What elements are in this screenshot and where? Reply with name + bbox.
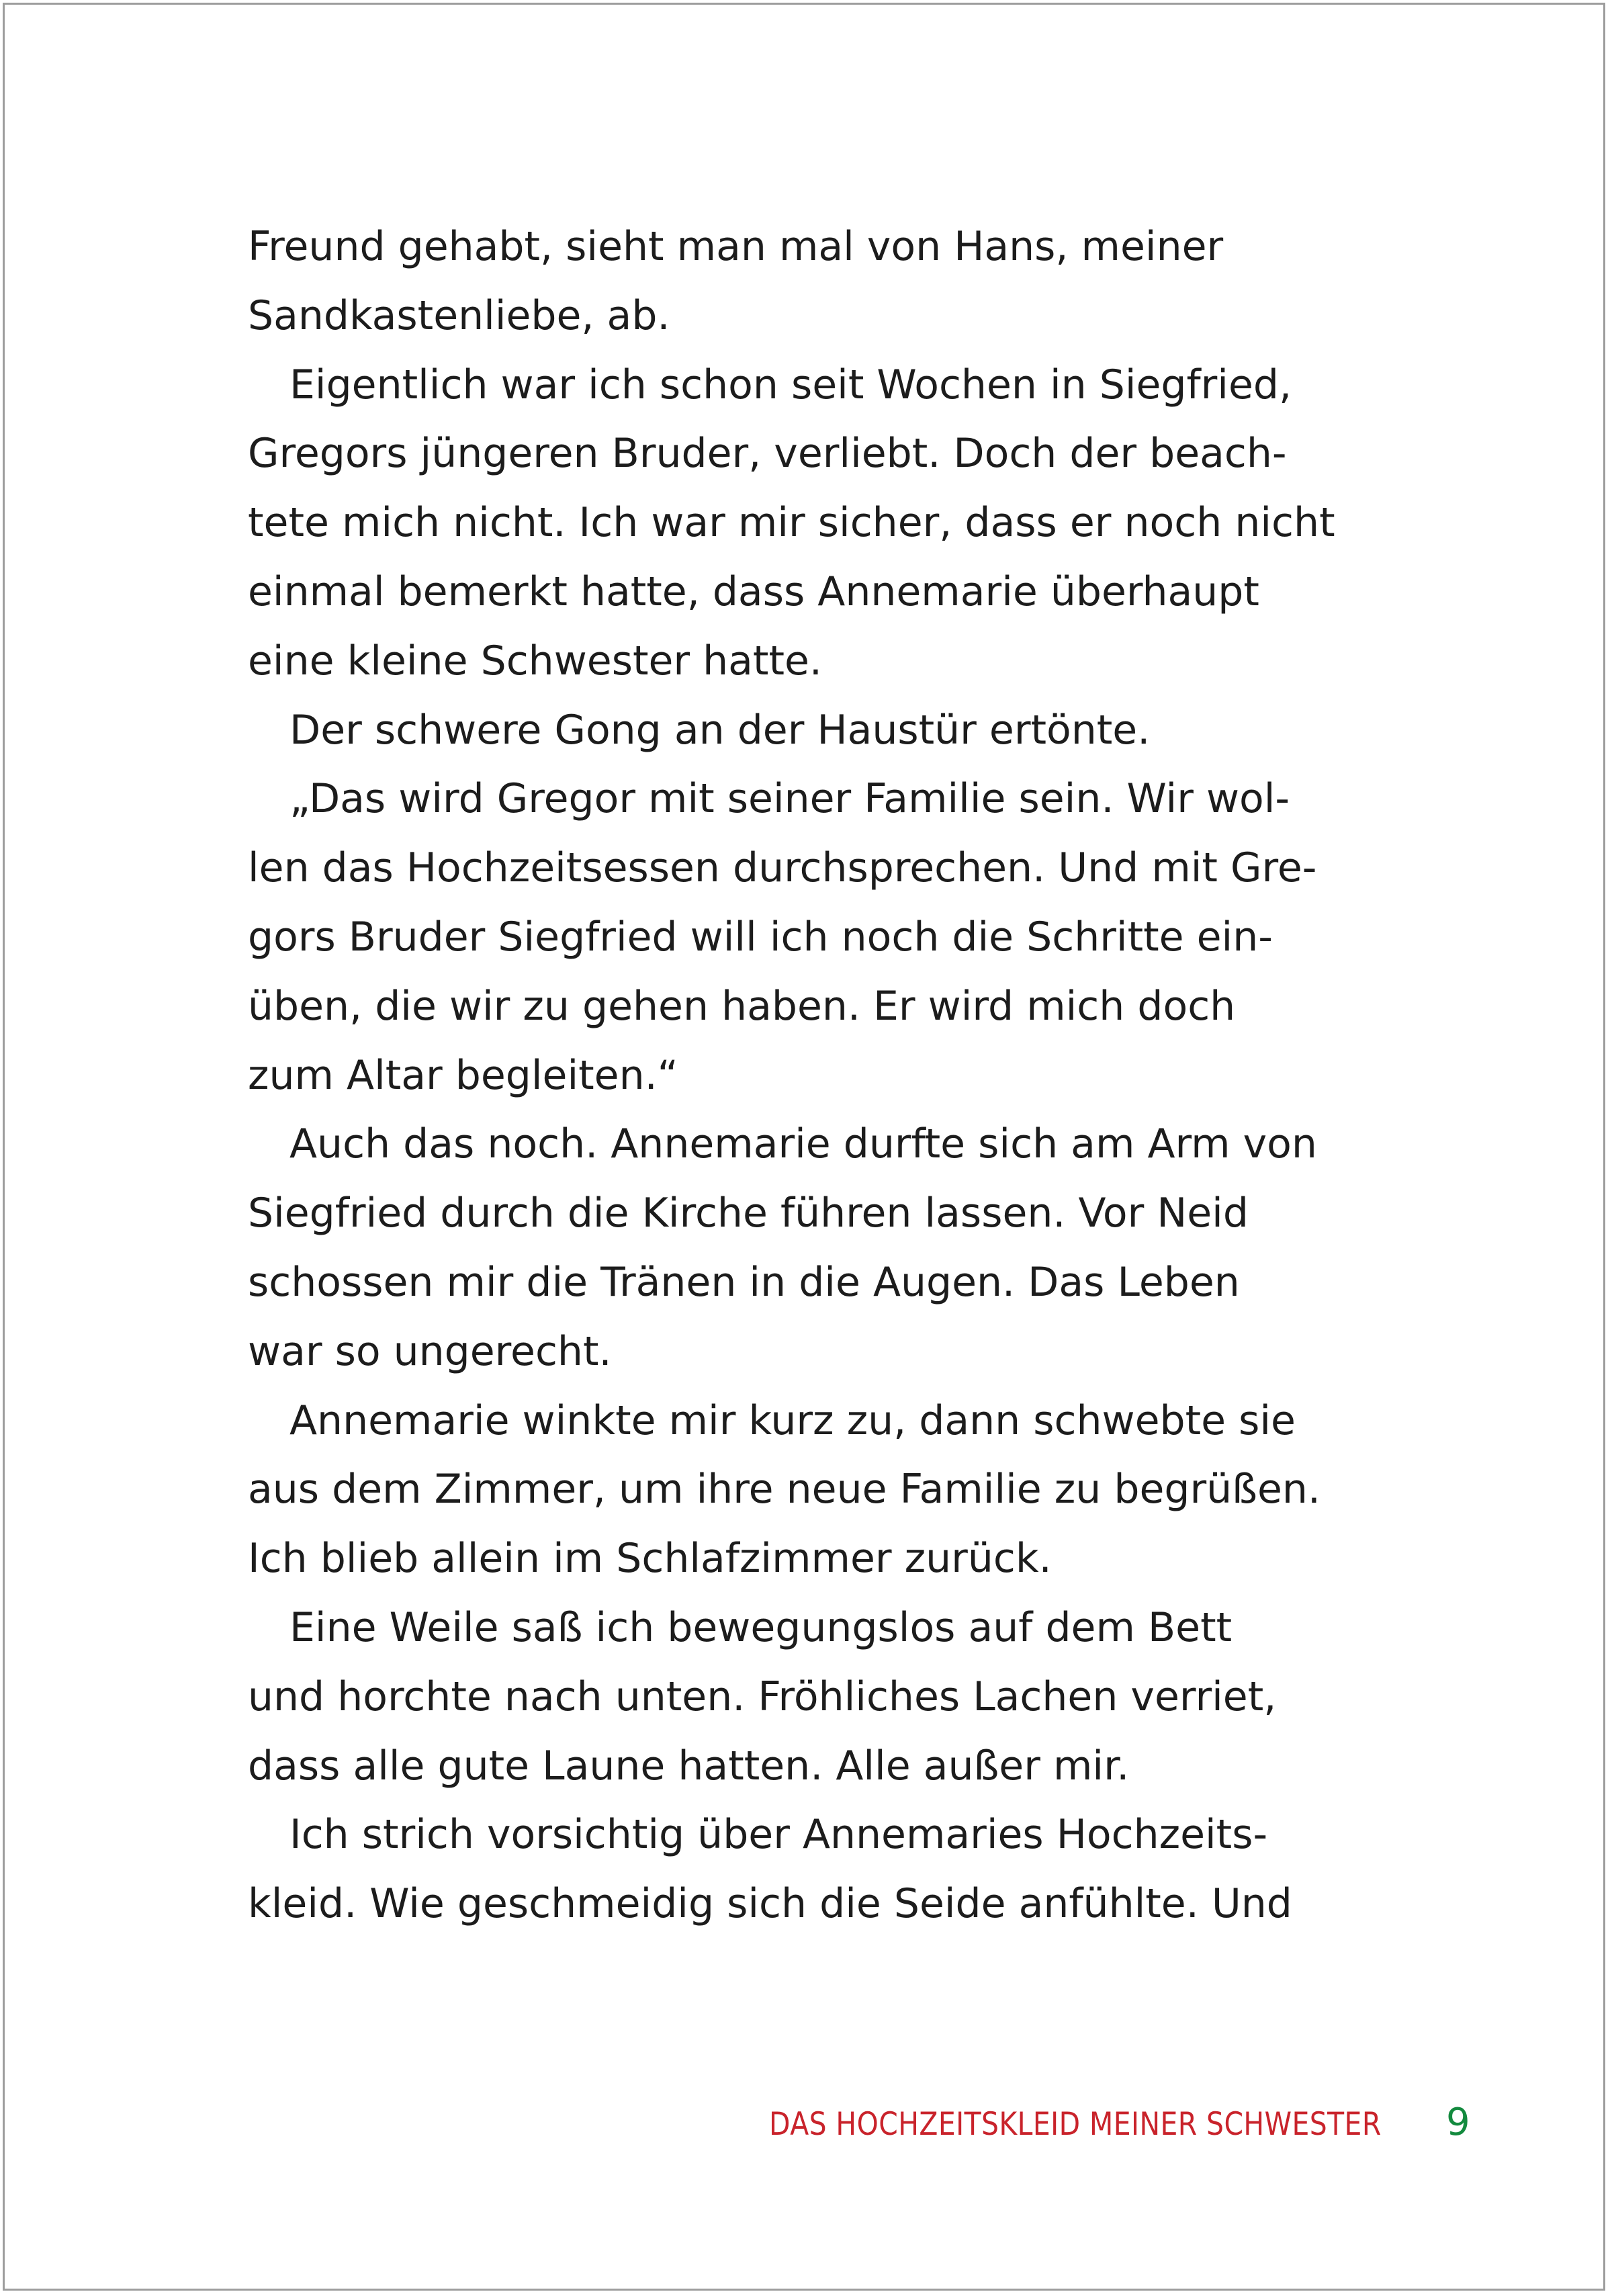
text-line: „Das wird Gregor mit seiner Familie sein. Wir wol-	[289, 775, 1290, 823]
text-line: Ich strich vorsichtig über Annemaries Hochzeits-	[289, 1811, 1268, 1859]
text-line: Annemarie winkte mir kurz zu, dann schwebte sie	[289, 1397, 1296, 1444]
book-page	[3, 3, 1605, 2291]
text-line: Eigentlich war ich schon seit Wochen in Siegfried,	[289, 361, 1292, 408]
text-line: kleid. Wie geschmeidig sich die Seide anfühlte. Und	[248, 1880, 1292, 1928]
text-line: und horchte nach unten. Fröhliches Lachen verriet,	[248, 1673, 1277, 1720]
text-line: üben, die wir zu gehen haben. Er wird mich doch	[248, 982, 1236, 1030]
text-line: Der schwere Gong an der Haustür ertönte.	[289, 706, 1151, 754]
text-line: dass alle gute Laune hatten. Alle außer mir.	[248, 1742, 1130, 1790]
text-line: Eine Weile saß ich bewegungslos auf dem Bett	[289, 1603, 1233, 1651]
text-line: Sandkastenliebe, ab.	[248, 292, 670, 339]
text-line: Auch das noch. Annemarie durfte sich am Arm von	[289, 1120, 1317, 1168]
text-line: Ich blieb allein im Schlafzimmer zurück.	[248, 1535, 1052, 1583]
text-line: war so ungerecht.	[248, 1327, 612, 1375]
text-line: eine kleine Schwester hatte.	[248, 637, 822, 685]
text-line: Siegfried durch die Kirche führen lassen. Vor Neid	[248, 1190, 1249, 1237]
body-text	[248, 212, 1430, 1939]
text-line: einmal bemerkt hatte, dass Annemarie überhaupt	[248, 568, 1259, 615]
text-line: gors Bruder Siegfried will ich noch die Schritte ein-	[248, 913, 1273, 961]
text-line: schossen mir die Tränen in die Augen. Das Leben	[248, 1258, 1240, 1306]
text-line: Freund gehabt, sieht man mal von Hans, meiner	[248, 223, 1224, 270]
text-line: tete mich nicht. Ich war mir sicher, dass er noch nicht	[248, 499, 1335, 547]
text-line: len das Hochzeitsessen durchsprechen. Und mit Gre-	[248, 844, 1317, 892]
text-line: aus dem Zimmer, um ihre neue Familie zu begrüßen.	[248, 1466, 1320, 1513]
running-head: DAS HOCHZEITSKLEID MEINER SCHWESTER	[769, 2106, 1382, 2143]
text-line: Gregors jüngeren Bruder, verliebt. Doch der beach-	[248, 430, 1287, 478]
page-number: 9	[1446, 2101, 1470, 2144]
text-line: zum Altar begleiten.“	[248, 1051, 678, 1099]
